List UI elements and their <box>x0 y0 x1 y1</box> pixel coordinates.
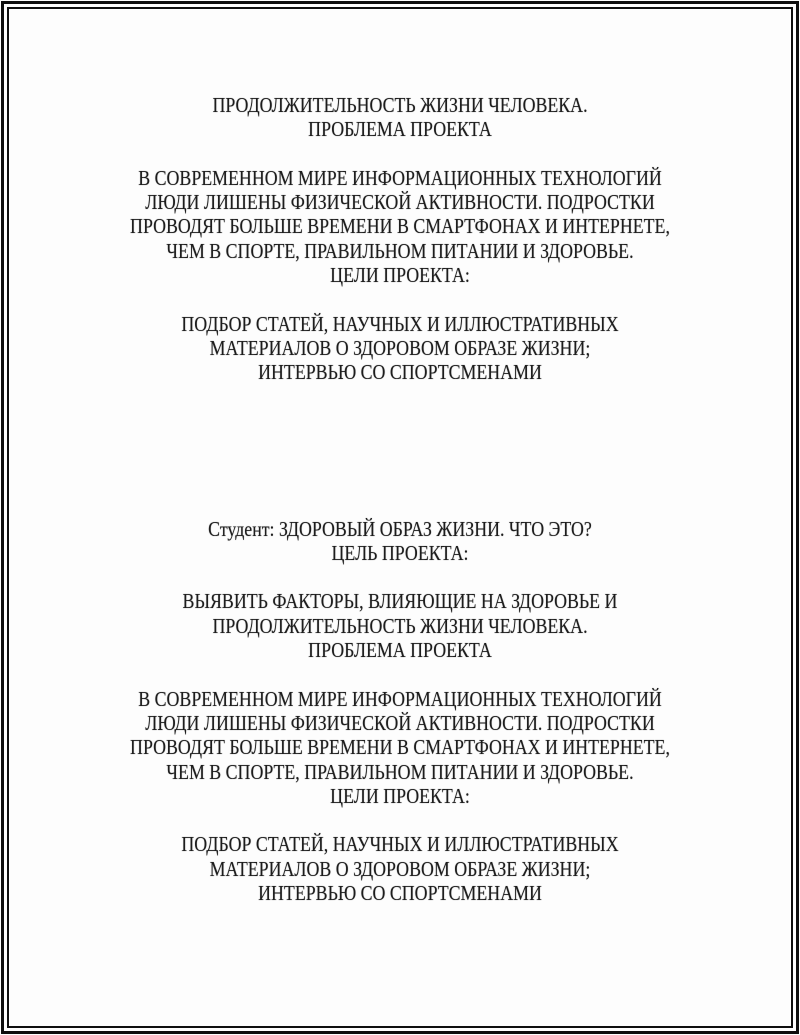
text-line: ПРОБЛЕМА ПРОЕКТА <box>308 117 492 142</box>
text-line: ИНТЕРВЬЮ СО СПОРТСМЕНАМИ <box>258 881 542 906</box>
blank-line <box>10 565 790 589</box>
text-line: МАТЕРИАЛОВ О ЗДОРОВОМ ОБРАЗЕ ЖИЗНИ; <box>209 335 591 360</box>
paragraph-student <box>10 517 790 566</box>
paragraph-goal-statement <box>10 589 790 662</box>
text-line: ИНТЕРВЬЮ СО СПОРТСМЕНАМИ <box>258 360 542 385</box>
blank-line <box>10 808 790 832</box>
text-line: ВЫЯВИТЬ ФАКТОРЫ, ВЛИЯЮЩИЕ НА ЗДОРОВЬЕ И <box>182 589 618 614</box>
blank-line <box>10 142 790 166</box>
text-line: МАТЕРИАЛОВ О ЗДОРОВОМ ОБРАЗЕ ЖИЗНИ; <box>209 856 591 881</box>
text-line: ЦЕЛЬ ПРОЕКТА: <box>331 540 469 565</box>
paragraph-goals-bottom <box>10 832 790 905</box>
paragraph-problem-top <box>10 166 790 287</box>
text-line: ПРОДОЛЖИТЕЛЬНОСТЬ ЖИЗНИ ЧЕЛОВЕКА. <box>212 93 588 117</box>
paragraph-problem-bottom <box>10 687 790 808</box>
text-line: ЛЮДИ ЛИШЕНЫ ФИЗИЧЕСКОЙ АКТИВНОСТИ. ПОДРОСТКИ <box>145 190 655 215</box>
paragraph-goals-top <box>10 312 790 385</box>
text-line: ЛЮДИ ЛИШЕНЫ ФИЗИЧЕСКОЙ АКТИВНОСТИ. ПОДРОСТКИ <box>145 710 655 735</box>
text-line: ЧЕМ В СПОРТЕ, ПРАВИЛЬНОМ ПИТАНИИ И ЗДОРОВЬЕ. <box>166 238 634 263</box>
text-line: ПРОВОДЯТ БОЛЬШЕ ВРЕМЕНИ В СМАРТФОНАХ И ИНТЕРНЕТЕ, <box>130 214 670 239</box>
text-line: ЧЕМ В СПОРТЕ, ПРАВИЛЬНОМ ПИТАНИИ И ЗДОРОВЬЕ. <box>166 759 634 784</box>
text-line: В СОВРЕМЕННОМ МИРЕ ИНФОРМАЦИОННЫХ ТЕХНОЛОГИЙ <box>138 686 662 711</box>
section-gap <box>10 385 790 517</box>
text-line: ПОДБОР СТАТЕЙ, НАУЧНЫХ И ИЛЛЮСТРАТИВНЫХ <box>181 832 619 857</box>
document-content <box>10 0 790 905</box>
blank-line <box>10 662 790 686</box>
text-line: ПОДБОР СТАТЕЙ, НАУЧНЫХ И ИЛЛЮСТРАТИВНЫХ <box>181 311 619 336</box>
text-line: ПРОБЛЕМА ПРОЕКТА <box>308 638 492 663</box>
text-line: ЦЕЛИ ПРОЕКТА: <box>330 263 470 288</box>
text-line: ПРОВОДЯТ БОЛЬШЕ ВРЕМЕНИ В СМАРТФОНАХ И ИНТЕРНЕТЕ, <box>130 735 670 760</box>
text-line: В СОВРЕМЕННОМ МИРЕ ИНФОРМАЦИОННЫХ ТЕХНОЛОГИЙ <box>138 165 662 190</box>
text-line: ЦЕЛИ ПРОЕКТА: <box>330 783 470 808</box>
text-line: ПРОДОЛЖИТЕЛЬНОСТЬ ЖИЗНИ ЧЕЛОВЕКА. <box>212 613 588 638</box>
text-line: Студент: ЗДОРОВЫЙ ОБРАЗ ЖИЗНИ. ЧТО ЭТО? <box>208 516 592 541</box>
blank-line <box>10 287 790 311</box>
paragraph-title-top <box>10 93 790 142</box>
